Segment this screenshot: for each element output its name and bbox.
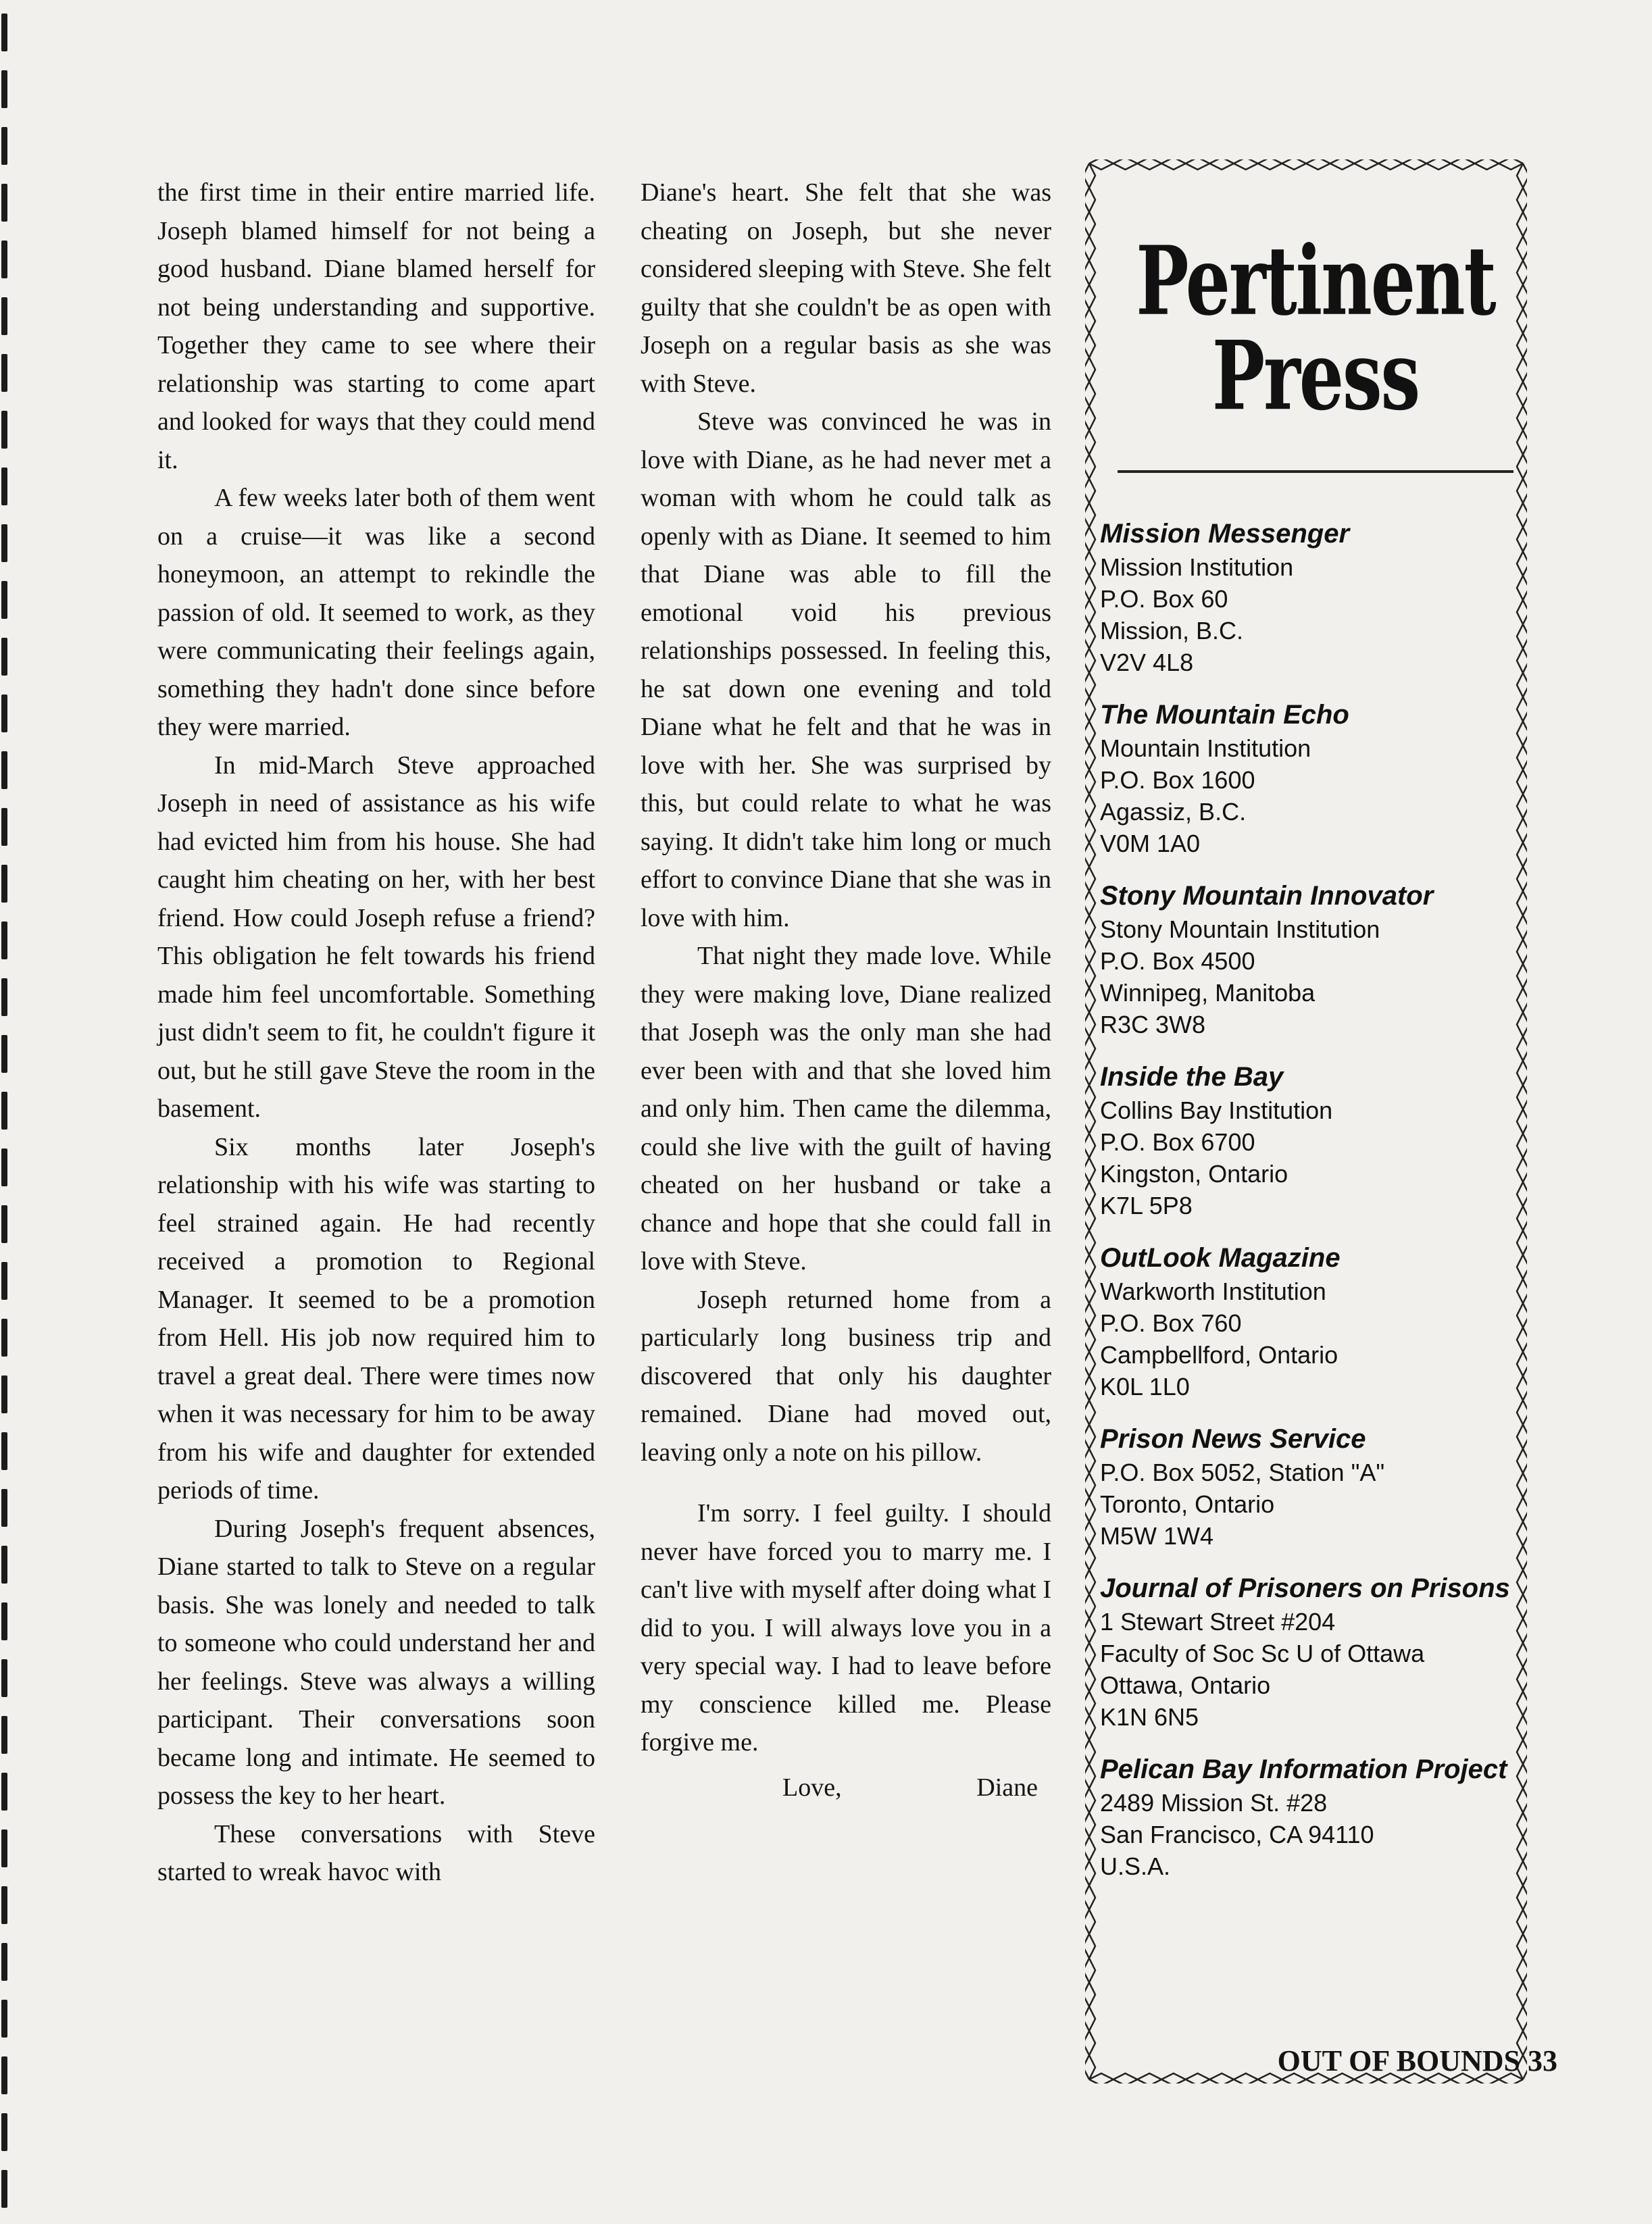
- zigzag-edge: [1517, 163, 1523, 2079]
- binding-mark: [1, 70, 7, 108]
- binding-mark: [1, 1546, 7, 1584]
- listing-address-line: 2489 Mission St. #28: [1100, 1789, 1328, 1817]
- story-paragraph: A few weeks later both of them went on a cruise—it was like a second honeymoon, an attempt to rekindle the passion of old. It seemed to work, as they were communicating their feelings again, something they hadn't done since before they were married.: [157, 484, 595, 741]
- binding-mark: [1, 581, 7, 619]
- masthead-rule: [1118, 470, 1513, 473]
- binding-mark: [1, 865, 7, 903]
- listing-entry: [1100, 1421, 1512, 1552]
- listing-address-line: P.O. Box 5052, Station "A": [1100, 1459, 1385, 1486]
- binding-mark: [1, 2000, 7, 2038]
- zigzag-edge: [1089, 159, 1523, 163]
- listing-address-line: P.O. Box 1600: [1100, 766, 1255, 794]
- binding-mark: [1, 1262, 7, 1300]
- binding-mark: [1, 638, 7, 676]
- publication-name: OUT OF BOUNDS: [1277, 2044, 1520, 2077]
- zigzag-edge: [1089, 2079, 1523, 2083]
- binding-mark: [1, 1148, 7, 1186]
- binding-mark: [1, 184, 7, 222]
- sidebar-masthead: Pertinent Press: [1136, 224, 1495, 432]
- listing-address-line: Mission Institution: [1100, 553, 1294, 581]
- pertinent-press-sidebar: [1085, 159, 1527, 2083]
- listing-address-line: Stony Mountain Institution: [1100, 915, 1380, 943]
- story-paragraph: During Joseph's frequent absences, Diane started to talk to Steve on a regular basis. She was lonely and needed to talk to someone who could understand her and her feelings. Steve was always a willing participant. Their conversations soon became long and intimate. He seemed to possess the key to her heart.: [157, 1514, 595, 1810]
- note-letter: [641, 1494, 1051, 1806]
- listing-name: Journal of Prisoners on Prisons: [1100, 1573, 1510, 1603]
- listing-name: Prison News Service: [1100, 1424, 1366, 1454]
- zigzag-edge: [1523, 163, 1527, 2079]
- listing-address-line: V2V 4L8: [1100, 649, 1194, 676]
- binding-mark: [1, 354, 7, 392]
- story-paragraph: Six months later Joseph's relationship with his wife was starting to feel strained again. He had recently received a promotion to Regional Manager. It seemed to be a promotion from Hell. His job now required him to travel a great deal. There were times now when it was necessary for him to be away from his wife and daughter for extended periods of time.: [157, 1132, 595, 1505]
- binding-mark: [1, 1716, 7, 1754]
- spiral-binding: [0, 0, 11, 2224]
- listing-address-line: K0L 1L0: [1100, 1373, 1190, 1400]
- listing-address-line: Collins Bay Institution: [1100, 1096, 1333, 1124]
- binding-mark: [1, 14, 7, 51]
- listing-address-line: P.O. Box 760: [1100, 1309, 1242, 1337]
- binding-mark: [1, 1092, 7, 1130]
- letter-text: I'm sorry. I feel guilty. I should never have forced you to marry me. I can't live with myself after doing what I did to you. I will always love you in a very special way. I had to leave before my conscience killed me. Please forgive me.: [641, 1499, 1051, 1757]
- listing-name: Inside the Bay: [1100, 1062, 1284, 1092]
- binding-mark: [1, 1205, 7, 1243]
- binding-mark: [1, 467, 7, 505]
- story-paragraph: Joseph returned home from a particularly long business trip and discovered that only his daughter remained. Diane had moved out, leaving only a note on his pillow.: [641, 1285, 1051, 1467]
- listing-name: Stony Mountain Innovator: [1100, 881, 1434, 911]
- listing-address-line: Mission, B.C.: [1100, 617, 1244, 645]
- binding-mark: [1, 1829, 7, 1867]
- story-paragraph: In mid-March Steve approached Joseph in need of assistance as his wife had evicted him from his house. She had caught him cheating on her, with her best friend. How could Joseph refuse a friend? This obligation he felt towards his friend made him feel uncomfortable. Something just didn't seem to fit, he couldn't figure it out, but he still gave Steve the room in the basement.: [157, 751, 595, 1123]
- binding-mark: [1, 297, 7, 335]
- binding-mark: [1, 921, 7, 959]
- listing-name: Pelican Bay Information Project: [1100, 1754, 1507, 1784]
- listing-address-line: P.O. Box 4500: [1100, 947, 1255, 975]
- listing-address-line: Agassiz, B.C.: [1100, 798, 1247, 826]
- listing-address-line: U.S.A.: [1100, 1852, 1171, 1880]
- binding-mark: [1, 2056, 7, 2094]
- binding-mark: [1, 241, 7, 278]
- listing-address-line: San Francisco, CA 94110: [1100, 1821, 1374, 1848]
- binding-mark: [1, 1659, 7, 1697]
- story-paragraph: Diane's heart. She felt that she was cheating on Joseph, but she never considered sleeping with Steve. She felt guilty that she couldn't be as open with Joseph on a regular basis as she was with Steve.: [641, 178, 1051, 398]
- listing-address-line: Warkworth Institution: [1100, 1278, 1326, 1305]
- zigzag-edge: [1085, 163, 1089, 2079]
- binding-mark: [1, 524, 7, 562]
- binding-mark: [1, 978, 7, 1016]
- story-column-1: [157, 174, 595, 1892]
- listing-address-line: Winnipeg, Manitoba: [1100, 979, 1316, 1007]
- publication-listings: [1100, 516, 1512, 1901]
- listing-address-line: Toronto, Ontario: [1100, 1490, 1275, 1518]
- listing-entry: [1100, 1059, 1512, 1221]
- listing-address-line: Ottawa, Ontario: [1100, 1671, 1271, 1699]
- listing-address-line: Mountain Institution: [1100, 734, 1311, 762]
- listing-address-line: Kingston, Ontario: [1100, 1160, 1288, 1188]
- page-footer: [1278, 2044, 1557, 2078]
- page-number: 33: [1528, 2044, 1557, 2077]
- listing-address-line: V0M 1A0: [1100, 830, 1201, 857]
- letter-closing: Love,: [782, 1773, 842, 1802]
- binding-mark: [1, 1602, 7, 1640]
- listing-address-line: 1 Stewart Street #204: [1100, 1608, 1336, 1636]
- listing-name: OutLook Magazine: [1100, 1243, 1341, 1273]
- listing-entry: [1100, 516, 1512, 678]
- binding-mark: [1, 1432, 7, 1470]
- listing-address-line: K1N 6N5: [1100, 1703, 1199, 1731]
- listing-entry: [1100, 697, 1512, 859]
- binding-mark: [1, 2170, 7, 2208]
- listing-entry: [1100, 878, 1512, 1040]
- binding-mark: [1, 127, 7, 165]
- binding-mark: [1, 694, 7, 732]
- listing-address-line: R3C 3W8: [1100, 1011, 1206, 1038]
- binding-mark: [1, 751, 7, 789]
- binding-mark: [1, 1773, 7, 1811]
- listing-address-line: K7L 5P8: [1100, 1192, 1193, 1219]
- story-paragraph: That night they made love. While they were making love, Diane realized that Joseph was the only man she had ever been with and that she loved him and only him. Then came the dilemma, could she live with the guilt of having cheated on her husband or take a chance and hope that she could fall in love with Steve.: [641, 942, 1051, 1275]
- binding-mark: [1, 1886, 7, 1924]
- binding-mark: [1, 1943, 7, 1981]
- zigzag-edge: [1089, 163, 1095, 2079]
- binding-mark: [1, 1489, 7, 1527]
- listing-address-line: M5W 1W4: [1100, 1522, 1214, 1550]
- listing-name: The Mountain Echo: [1100, 700, 1349, 730]
- story-paragraph: the first time in their entire married life. Joseph blamed himself for not being a good husband. Diane blamed herself for not being understanding and supportive. Together they came to see where their relationship was starting to come apart and looked for ways that they could mend it.: [157, 178, 595, 474]
- binding-mark: [1, 808, 7, 846]
- binding-mark: [1, 411, 7, 449]
- listing-entry: [1100, 1240, 1512, 1402]
- listing-address-line: P.O. Box 6700: [1100, 1128, 1255, 1156]
- binding-mark: [1, 1035, 7, 1073]
- listing-name: Mission Messenger: [1100, 519, 1350, 549]
- story-paragraph: Steve was convinced he was in love with Diane, as he had never met a woman with whom he could talk as openly with as Diane. It seemed to him that Diane was able to fill the emotional void his previous relationships possessed. In feeling this, he sat down one evening and told Diane what he felt and that he was in love with her. She was surprised by this, but could relate to what he was saying. It didn't take him long or much effort to convince Diane that she was in love with him.: [641, 407, 1051, 932]
- binding-mark: [1, 1319, 7, 1357]
- binding-mark: [1, 2113, 7, 2151]
- listing-address-line: P.O. Box 60: [1100, 585, 1228, 613]
- listing-address-line: Faculty of Soc Sc U of Ottawa: [1100, 1640, 1425, 1667]
- listing-entry: [1100, 1752, 1512, 1882]
- story-paragraph: These conversations with Steve started to wreak havoc with: [157, 1819, 595, 1886]
- story-column-2: [641, 174, 1051, 1806]
- listing-entry: [1100, 1571, 1512, 1733]
- binding-mark: [1, 1375, 7, 1413]
- letter-signoff: [641, 1769, 1051, 1806]
- listing-address-line: Campbellford, Ontario: [1100, 1341, 1338, 1369]
- letter-signature: Diane: [976, 1773, 1038, 1802]
